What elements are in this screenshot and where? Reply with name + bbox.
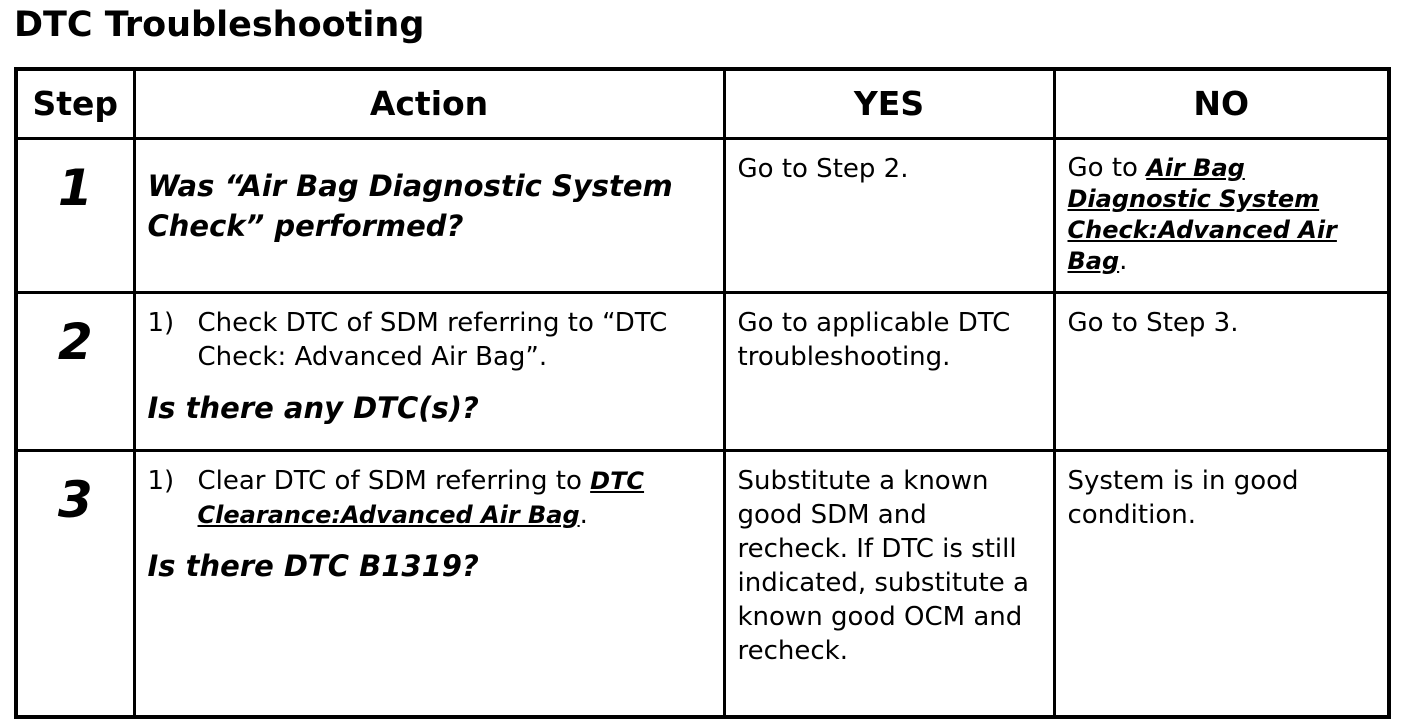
no-text-prefix: Go to — [1067, 152, 1147, 183]
no-text: Go to Step 3. — [1067, 307, 1239, 338]
page-title: DTC Troubleshooting — [14, 5, 425, 45]
no-text: System is in good condition. — [1067, 465, 1299, 530]
step-question: Is there DTC B1319? — [147, 548, 479, 583]
step-cell — [16, 138, 134, 292]
step-cell — [16, 292, 134, 450]
instruction-prefix: Clear DTC of SDM referring to — [197, 465, 591, 496]
step-question: Was “Air Bag Diagnostic System Check” performed? — [147, 168, 673, 243]
dtc-troubleshooting-table — [14, 67, 1391, 719]
step-number: 1 — [57, 158, 93, 217]
instruction-suffix: . — [579, 499, 588, 530]
header-action: Action — [134, 69, 724, 138]
instruction-item — [136, 452, 723, 532]
instruction-number: 1) — [147, 307, 175, 338]
header-step: Step — [16, 69, 134, 138]
instruction-text: Check DTC of SDM referring to “DTC Check: Advanced Air Bag”. — [197, 307, 668, 372]
action-cell — [134, 138, 724, 292]
table-header-row — [16, 69, 1389, 138]
yes-cell — [724, 138, 1054, 292]
action-cell — [134, 292, 724, 450]
step-cell — [16, 450, 134, 717]
step-question: Is there any DTC(s)? — [147, 390, 479, 425]
no-text — [1056, 140, 1388, 277]
yes-cell — [724, 292, 1054, 450]
action-cell — [134, 450, 724, 717]
air-bag-diagnostic-check-link[interactable]: Air Bag Diagnostic System Check:Advanced Air Bag — [1067, 153, 1337, 275]
yes-text: Substitute a known good SDM and recheck. If DTC is still indicated, substitute a known good OCM and recheck. — [737, 465, 1029, 666]
header-no: NO — [1054, 69, 1389, 138]
no-cell — [1054, 450, 1389, 717]
yes-cell — [724, 450, 1054, 717]
instruction-item — [136, 294, 723, 374]
table-row — [16, 292, 1389, 450]
no-text-suffix: . — [1119, 245, 1128, 276]
yes-text: Go to applicable DTC troubleshooting. — [737, 307, 1011, 372]
header-yes: YES — [724, 69, 1054, 138]
dtc-clearance-link[interactable]: DTC Clearance:Advanced Air Bag — [197, 466, 645, 529]
yes-text: Go to Step 2. — [737, 153, 909, 184]
no-cell — [1054, 138, 1389, 292]
table-row — [16, 138, 1389, 292]
instruction-text — [198, 464, 717, 532]
table-row — [16, 450, 1389, 717]
instruction-number: 1) — [147, 465, 175, 496]
step-number: 3 — [57, 470, 93, 529]
no-cell — [1054, 292, 1389, 450]
step-number: 2 — [57, 312, 93, 371]
